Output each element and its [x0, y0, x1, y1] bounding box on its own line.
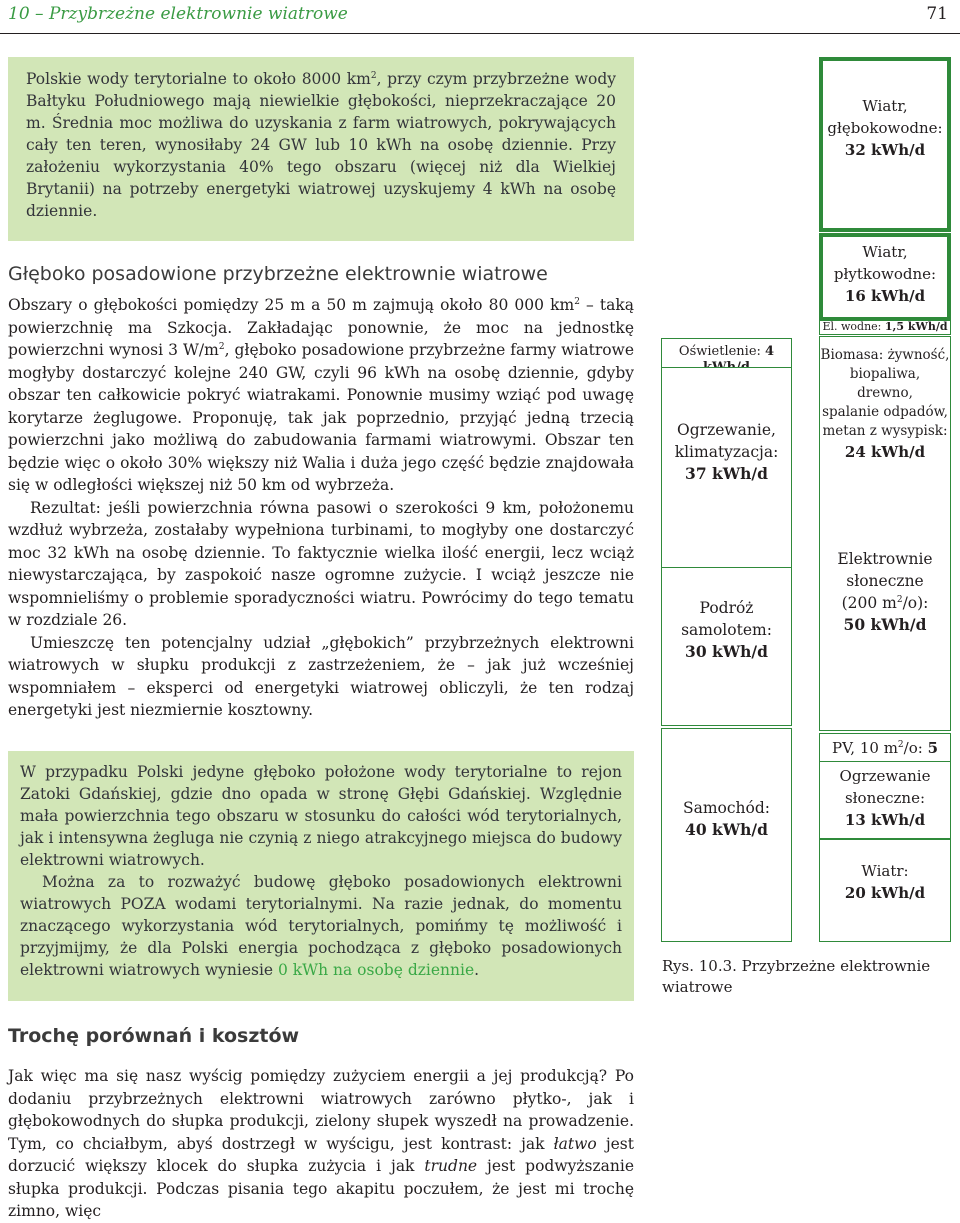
s2-text-c: jest podwyższanie słupka produkcji. Podczas pisania tego akapitu poczułem, że jest mi trochę zimno, więc	[8, 1157, 635, 1220]
heating-label-1: Ogrzewanie,	[677, 421, 776, 439]
shallow-wind-label-2: płytkowodne:	[833, 265, 937, 283]
s2-italic-hard: trudne	[424, 1157, 478, 1175]
solar-farm-sup: 2	[896, 594, 903, 605]
biomass-value: 24 kWh/d	[844, 443, 926, 461]
biomass-label-1: Biomasa: żywność,	[820, 347, 950, 363]
section-body-deep-offshore	[8, 294, 634, 722]
production-block-deep-wind	[819, 57, 951, 232]
solar-farm-label-3	[820, 592, 950, 614]
production-block-onshore-wind	[819, 839, 951, 942]
box1-text-b: , przy czym przybrzeżne wody Bałtyku Południowego mają niewielkie głębokości, nieprzekraczające 20 m. Średnia moc możliwa do uzyskania z farm wiatrowych, pokrywających cały ten teren, wynosiłaby 24 GW lub 10 kWh na osobę dziennie. Przy założeniu wykorzystania 40% tego obszaru (więcej niż dla Wielkiej Brytanii) na potrzeby energetyki wiatrowej uzyskujemy 4 kWh na osobę dziennie.	[26, 70, 617, 220]
consumption-block-car	[661, 728, 792, 942]
p1-sup2: 2	[218, 341, 225, 352]
consumption-block-lighting	[661, 338, 792, 368]
heating-label-2: klimatyzacja:	[674, 443, 779, 461]
consumption-block-heating	[661, 367, 792, 568]
section-heading-comparisons: Trochę porównań i kosztów	[8, 1025, 300, 1047]
solar-farm-label-2: słoneczne	[846, 572, 924, 590]
header-rule	[0, 33, 960, 34]
solar-farm-label-1: Elektrownie	[837, 550, 933, 568]
hydro-value: 1,5 kWh/d	[884, 320, 948, 333]
pv-sup: 2	[897, 740, 904, 750]
deep-wind-label: Wiatr,	[862, 97, 908, 115]
deep-wind-label-2: głębokowodne:	[827, 119, 943, 137]
production-block-hydro	[819, 320, 951, 335]
paragraph-3: Umieszczę ten potencjalny udział „głębokich” przybrzeżnych elektrowni wiatrowych w słupku produkcji z zastrzeżeniem, że – jak już wcześniej wspomniałem – eksperci od energetyki wiatrowej obliczyli, że ten rodzaj energetyki jest niezmiernie kosztowny.	[8, 633, 634, 719]
s2-text-a: Jak więc ma się nasz wyścig pomiędzy zużyciem energii a jej produkcją? Po dodaniu przybrzeżnych elektrowni wiatrowych zarówno płytko-, jak i głębokowodnych do słupka produkcji, zielony słupek wyszedł na prowadzenie. Tym, co chciałbym, abyś dostrzegł w wyścigu, jest kontrast: jak	[8, 1067, 634, 1153]
box2-paragraph-2	[20, 871, 622, 981]
production-block-biomass	[819, 336, 951, 731]
pv-label: PV, 10 m	[832, 739, 898, 757]
p1-text-a: Obszary o głębokości pomiędzy 25 m a 50 m zajmują około 80 000 km	[8, 296, 575, 314]
box1-paragraph	[26, 68, 616, 222]
biomass-label-3: spalanie odpadów,	[822, 404, 948, 420]
box1-sup: 2	[370, 70, 377, 81]
paragraph-1	[8, 294, 634, 497]
onshore-wind-value: 20 kWh/d	[844, 884, 926, 902]
solar-farm-value: 50 kWh/d	[843, 615, 927, 634]
box2-highlight-value: 0 kWh na osobę dziennie	[278, 961, 475, 979]
paragraph-comparisons	[8, 1065, 634, 1223]
production-block-shallow-wind	[819, 233, 951, 321]
s2-text-b: jest dorzucić większy klocek do słupka zużycia i jak	[8, 1134, 634, 1175]
lighting-label: Oświetlenie:	[678, 344, 766, 359]
p1-sup: 2	[574, 296, 580, 307]
hydro-label: El. wodne:	[822, 320, 885, 333]
box1-text-a: Polskie wody terytorialne to około 8000 km	[26, 70, 371, 88]
shallow-wind-label: Wiatr,	[862, 243, 908, 261]
onshore-wind-label: Wiatr:	[861, 862, 909, 880]
page-number: 71	[926, 4, 948, 24]
solar-farm-per: /o):	[902, 594, 929, 612]
solar-heat-label-2: słoneczne:	[844, 789, 926, 807]
highlight-box-territorial-waters	[8, 57, 634, 241]
figure-caption: Rys. 10.3. Przybrzeżne elektrownie wiatrowe	[662, 957, 931, 996]
shallow-wind-value: 16 kWh/d	[844, 287, 926, 305]
running-title: 10 – Przybrzeżne elektrownie wiatrowe	[8, 4, 348, 24]
biomass-label-2: biopaliwa, drewno,	[849, 366, 921, 401]
section-body-comparisons	[8, 1065, 634, 1223]
highlight-box-poland	[8, 751, 634, 1001]
box2-paragraph-1: W przypadku Polski jedyne głęboko położone wody terytorialne to rejon Zatoki Gdańskiej, gdzie dno opada w stronę Głębi Gdańskiej. Względnie mała powierzchnia tego obszaru w stosunku do całości wód terytorialnych, jak i intensywna żegluga nie czynią z niego atrakcyjnego miejsca do budowy elektrowni wiatrowych.	[20, 763, 622, 869]
p1-text-b: – taką powierzchnię ma Szkocja. Zakładając ponownie, że moc na jednostkę powierzchni wynosi 3 W/m	[8, 296, 634, 359]
flight-value: 30 kWh/d	[685, 642, 768, 661]
biomass-label-4: metan z wysypisk:	[822, 423, 948, 439]
page-header	[0, 0, 960, 34]
p1-text-c: , głęboko posadowione przybrzeżne farmy wiatrowe mogłyby dostarczyć kolejne 240 GW, czyli 96 kWh na osobę dziennie, gdyby obszar ten całkowicie pokryć wiatrakami. Ponownie musimy wziąć pod uwagę korytarze żeglugowe. Proponuję, tak jak poprzednio, przyjąć jedną trzecią powierzchni jako możliwą do zabudowania farmami wiatrowymi. Obszar ten będzie więc o około 30% większy niż Walia i duża jego część będzie znajdowała się w odległości większej niż 50 km od wybrzeża.	[8, 341, 635, 494]
lighting-value: 4	[765, 344, 775, 359]
car-value: 40 kWh/d	[685, 820, 768, 839]
pv-value: 5	[927, 739, 938, 757]
car-label: Samochód:	[682, 799, 771, 817]
solar-farm-area: (200 m	[841, 594, 897, 612]
solar-heat-value: 13 kWh/d	[844, 811, 926, 829]
pv-label-b: /o:	[903, 739, 928, 757]
paragraph-2: Rezultat: jeśli powierzchnia równa pasowi o szerokości 9 km, położonemu wzdłuż wybrzeża, zostałaby wypełniona turbinami, to mogłyby one dostarczyć moc 32 kWh na osobę dziennie. To faktycznie wielka ilość energii, lecz wciąż niewystarczająca, by zaspokoić nasze ogromne zużycie. I wciąż jeszcze nie wspomnieliśmy o problemie sporadyczności wiatru. Powrócimy do tego tematu w rozdziale 26.	[8, 498, 634, 629]
flight-label-1: Podróż	[699, 599, 754, 617]
consumption-block-flights	[661, 567, 792, 726]
solar-heat-label-1: Ogrzewanie	[839, 767, 931, 785]
box2-text-b: .	[474, 961, 480, 979]
deep-wind-value: 32 kWh/d	[844, 141, 926, 159]
production-block-solar-heating	[819, 761, 951, 839]
section-heading-deep-offshore: Głęboko posadowione przybrzeżne elektrownie wiatrowe	[8, 263, 548, 285]
heating-value: 37 kWh/d	[685, 464, 768, 483]
box2-text-a: Można za to rozważyć budowę głęboko posadowionych elektrowni wiatrowych POZA wodami terytorialnymi. Na razie jednak, do momentu znaczącego wykorzystania wód terytorialnych, pomińmy tę możliwość i przyjmijmy, że dla Polski energia pochodząca z głęboko posadowionych elektrowni wiatrowych wyniesie	[20, 873, 622, 979]
s2-italic-easy: łatwo	[553, 1134, 597, 1153]
production-block-pv	[819, 733, 951, 762]
flight-label-2: samolotem:	[681, 621, 772, 639]
